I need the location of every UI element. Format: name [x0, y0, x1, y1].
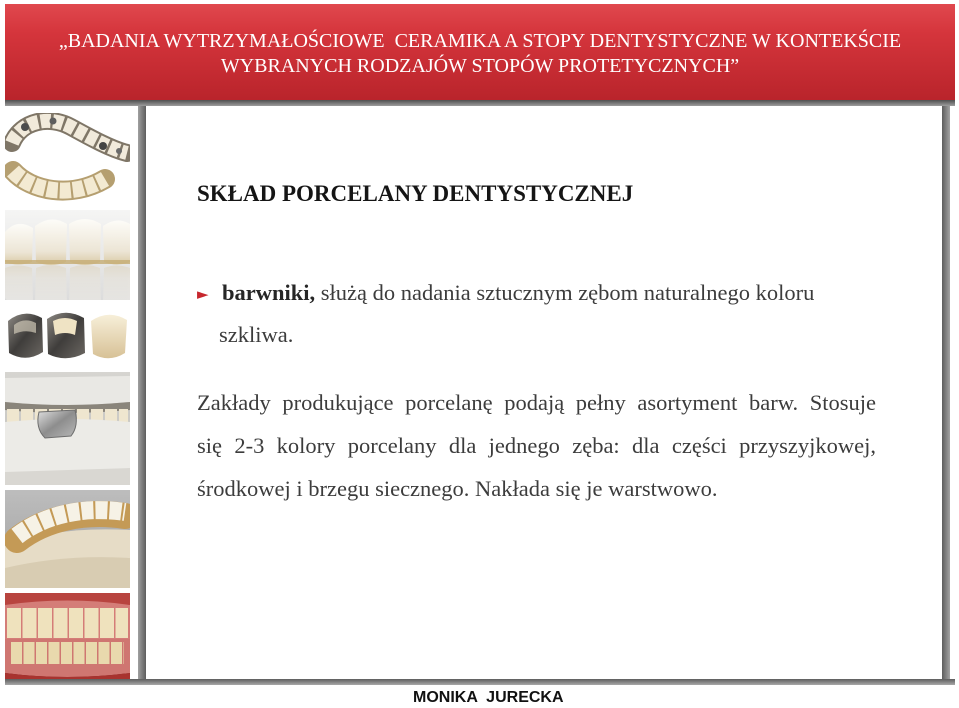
metal-margin — [5, 260, 130, 264]
photo-porcelain-crowns — [5, 210, 130, 300]
bullet-item-colorants — [197, 271, 814, 316]
metal-framework — [38, 410, 76, 438]
porcelain-crown — [103, 220, 130, 264]
porcelain-crown — [69, 219, 101, 265]
metal-coping — [99, 142, 107, 150]
slide-title-line-2: WYBRANYCH RODZAJÓW STOPÓW PROTETYCZNYCH” — [220, 55, 740, 77]
crown-reflection — [5, 266, 33, 301]
section-heading: SKŁAD PORCELANY DENTYSTYCZNEJ — [197, 181, 634, 206]
content-frame-bottom — [5, 679, 955, 685]
crown-reflection — [103, 266, 130, 301]
photo-three-crowns — [5, 305, 130, 365]
crown-reflection — [35, 265, 67, 300]
photo-plaster-model-framework — [5, 372, 130, 485]
paragraph-line-3: środkowej i brzegu siecznego. Nakłada się je warstwowo. — [197, 476, 718, 501]
slide-title — [5, 29, 955, 79]
bullet-text-line-2: szkliwa. — [219, 322, 294, 347]
bullet-term: barwniki, — [222, 280, 316, 305]
porcelain-crown-right — [91, 315, 127, 359]
metal-crown-left — [8, 314, 43, 358]
photo-bridge-on-model — [5, 490, 130, 588]
photo-intraoral-teeth — [5, 593, 130, 679]
bullet-text-line-1: służą do nadania sztucznym zębom naturalnego koloru — [320, 280, 815, 305]
content-frame-right — [942, 106, 950, 679]
bullet-arrow-icon: ► — [197, 285, 209, 303]
metal-coping — [21, 123, 29, 131]
paragraph-line-2: się 2-3 kolory porcelany dla jednego zęba: dla części przyszyjkowej, — [197, 433, 876, 458]
banner-shadow-bar — [5, 100, 955, 106]
paragraph-line-1: Zakłady produkujące porcelanę podają pełny asortyment barw. Stosuje — [197, 390, 876, 415]
metal-coping — [116, 148, 122, 154]
metal-coping — [50, 118, 57, 125]
photo-metal-ceramic-bridges — [5, 113, 130, 207]
porcelain-facing — [53, 318, 77, 335]
crown-reflection — [69, 265, 101, 300]
upper-model — [5, 376, 130, 405]
slide-title-line-1: „BADANIA WYTRZYMAŁOŚCIOWE CERAMIKA A STOPY DENTYSTYCZNE W KONTEKŚCIE — [58, 30, 902, 52]
content-frame-left — [138, 106, 146, 679]
porcelain-crown — [35, 219, 67, 265]
footer-author: MONIKA JURECKA — [413, 689, 564, 706]
porcelain-crown — [5, 224, 33, 265]
